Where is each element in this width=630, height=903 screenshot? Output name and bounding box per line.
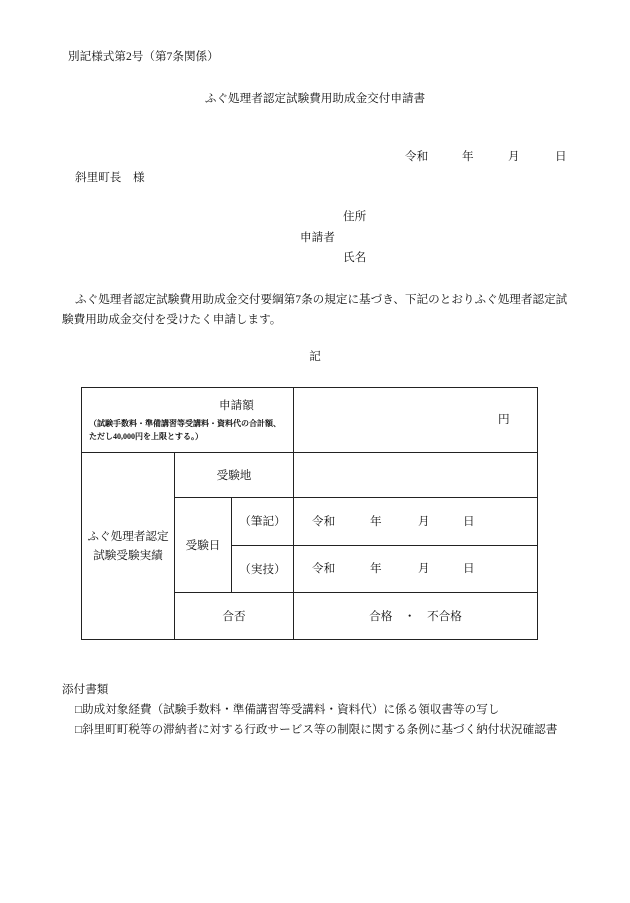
result-label-cell [175,593,294,640]
application-statement: ふぐ処理者認定試験費用助成金交付要綱第7条の規定に基づき、下記のとおりふぐ処理者認定試験費用助成金交付を受けたく申請します。 [62,293,568,326]
date-year-label: 年 [462,150,474,163]
venue-label-cell [175,453,294,498]
venue-value-cell [294,453,538,498]
date-era: 令和 [405,150,429,163]
amount-value-cell [294,388,538,453]
venue-label: 受験地 [216,468,252,482]
result-value-cell [294,593,538,640]
exam-record-label-line2: 試験受験実績 [93,549,163,562]
exam-date-label-cell [175,498,232,593]
result-label: 合否 [222,609,246,623]
written-label-cell [232,498,294,546]
exam-record-label-cell [82,453,175,640]
written-label: （筆記） [239,515,286,528]
written-date-year-label: 年 [370,515,382,528]
practical-date-cell [294,546,538,593]
amount-note-line2: ただし40,000円を上限とする。） [89,432,203,441]
addressee: 斜里町長 様 [75,171,145,184]
practical-date-era: 令和 [312,562,336,575]
attachments-heading: 添付書類 [62,683,109,696]
written-date-cell [294,498,538,546]
written-date-month-label: 月 [418,515,430,528]
amount-label-cell [82,388,294,453]
amount-label: 申請額 [219,399,254,412]
amount-note-line1: （試験手数料・準備講習等受講料・資料代の合計額、 [89,419,281,428]
practical-date-year-label: 年 [370,562,382,575]
date-day-label: 日 [555,150,567,163]
attachment-item: □助成対象経費（試験手数料・準備講習等受講料・資料代）に係る領収書等の写し [75,703,500,716]
practical-label: （実技） [239,562,286,576]
ki-heading: 記 [309,350,321,363]
practical-label-cell [232,546,294,593]
exam-record-label-line1: ふぐ処理者認定 [87,530,169,543]
date-month-label: 月 [508,150,520,163]
written-date-day-label: 日 [463,515,475,528]
yen-unit: 円 [498,413,510,426]
document-title: ふぐ処理者認定試験費用助成金交付申請書 [204,92,426,105]
written-date-era: 令和 [312,515,336,528]
practical-date-month-label: 月 [418,562,430,575]
result-options: 合格 ・ 不合格 [369,609,462,623]
practical-date-day-label: 日 [463,562,475,575]
attachment-item: □斜里町町税等の滞納者に対する行政サービス等の制限に関する条例に基づく納付状況確認書 [75,723,558,736]
form-number: 別記様式第2号（第7条関係） [68,50,219,63]
application-table [81,387,538,640]
address-label: 住所 [343,210,367,223]
applicant-label: 申請者 [300,231,335,244]
exam-date-label: 受験日 [185,538,221,552]
name-label: 氏名 [343,251,367,264]
